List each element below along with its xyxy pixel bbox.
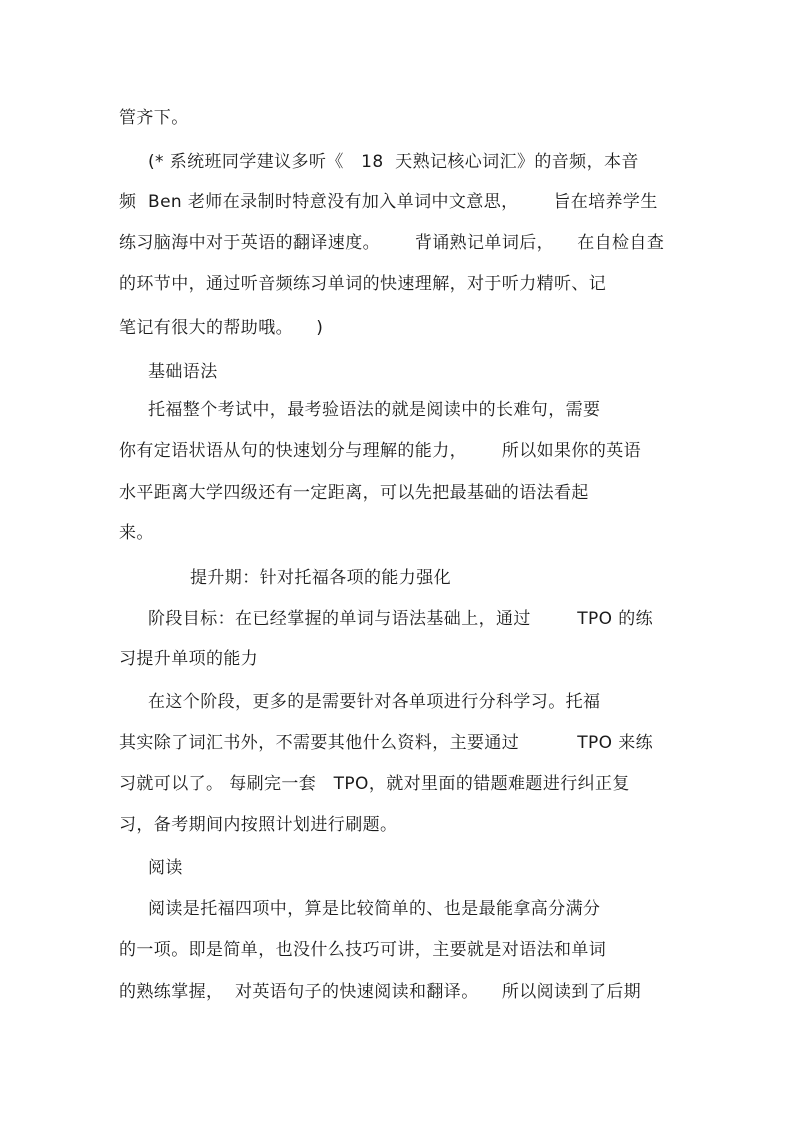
text-line: 水平距离大学四级还有一定距离，可以先把最基础的语法看起 (119, 483, 589, 503)
text-line: 的熟练掌握， 对英语句子的快速阅读和翻译。 所以阅读到了后期 (119, 982, 642, 1002)
text-line: 其实除了词汇书外，不需要其他什么资料，主要通过 TPO 来练 (119, 733, 654, 753)
text-line: 阶段目标：在已经掌握的单词与语法基础上，通过 TPO 的练 (148, 609, 654, 629)
text-line: 的一项。即是简单，也没什么技巧可讲，主要就是对语法和单词 (119, 940, 607, 960)
text-line: 你有定语状语从句的快速划分与理解的能力， 所以如果你的英语 (119, 441, 642, 461)
text-line: 习就可以了。 每刷完一套 TPO，就对里面的错题难题进行纠正复 (119, 774, 630, 794)
text-line: 笔记有很大的帮助哦。 ) (119, 318, 324, 338)
text-line: 托福整个考试中，最考验语法的就是阅读中的长难句，需要 (148, 400, 601, 420)
text-line: 习，备考期间内按照计划进行刷题。 (119, 815, 398, 835)
section-heading: 基础语法 (148, 362, 218, 382)
text-line: 练习脑海中对于英语的翻译速度。 背诵熟记单词后， 在自检自查 (119, 233, 665, 253)
section-heading: 阅读 (148, 858, 183, 878)
text-line: 在这个阶段，更多的是需要针对各单项进行分科学习。托福 (148, 692, 601, 712)
text-line: 阅读是托福四项中，算是比较简单的、也是最能拿高分满分 (148, 899, 601, 919)
text-line: 来。 (119, 523, 154, 543)
text-line: 习提升单项的能力 (119, 649, 259, 669)
section-heading: 提升期：针对托福各项的能力强化 (190, 568, 451, 588)
text-line: 的环节中，通过听音频练习单词的快速理解，对于听力精听、记 (119, 274, 607, 294)
text-line: 频 Ben 老师在录制时特意没有加入单词中文意思， 旨在培养学生 (119, 192, 658, 212)
text-line: (* 系统班同学建议多听《 18 天熟记核心词汇》的音频，本音 (148, 152, 639, 172)
text-line: 管齐下。 (119, 108, 189, 128)
